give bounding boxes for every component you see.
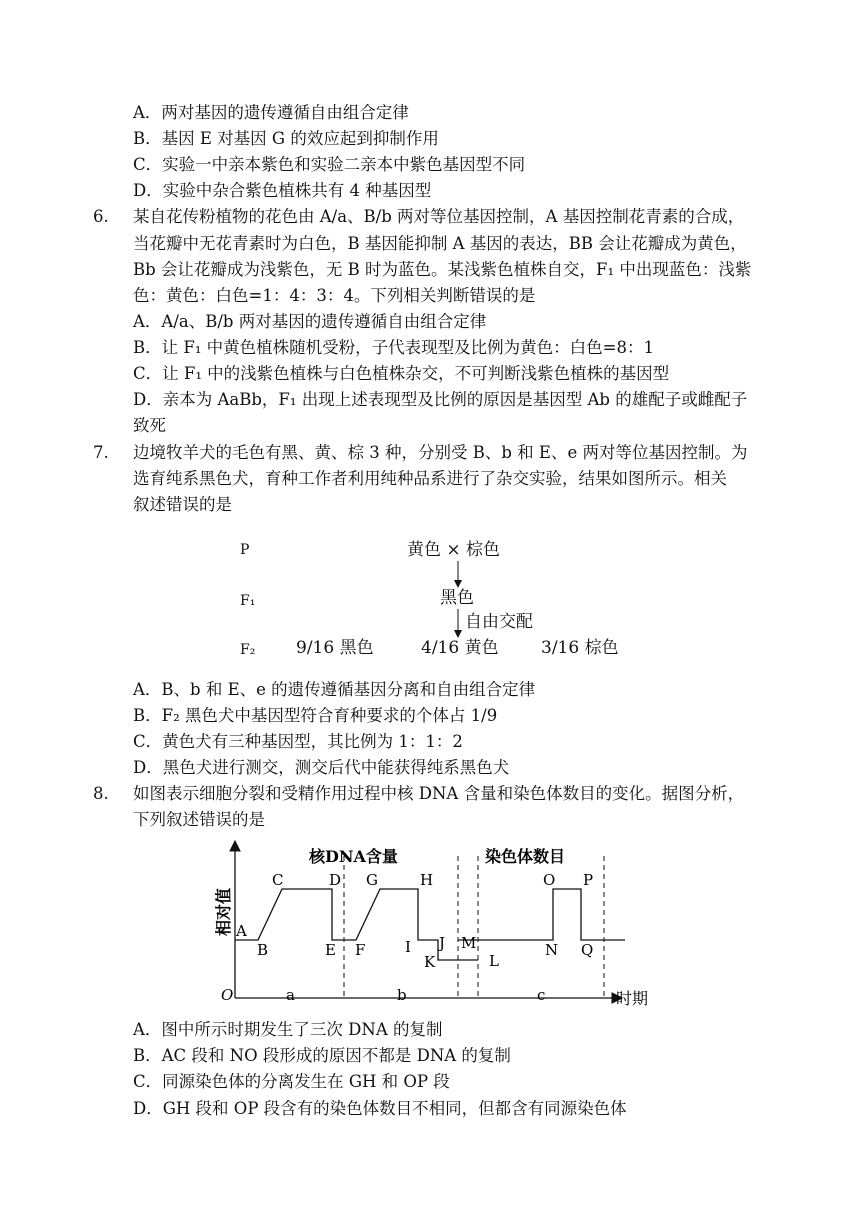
q6-stem-line-3: Bb 会让花瓣成为浅紫色，无 B 时为蓝色。某浅紫色植株自交，F₁ 中出现蓝色：浅紫	[133, 260, 752, 279]
q6-stem-line-4: 色：黄色：白色=1：4：3：4。下列相关判断错误的是	[133, 286, 536, 305]
q7-number: 7.	[93, 443, 109, 462]
f2-brown: 3/16 棕色	[541, 638, 619, 658]
point-i: I	[405, 938, 411, 956]
q7-stem-line-2: 选育纯系黑色犬，育种工作者利用纯种品系进行了杂交实验，结果如图所示。相关	[133, 469, 727, 488]
q7-stem-line-3: 叙述错误的是	[133, 495, 232, 514]
q5-option-b: B．基因 E 对基因 G 的效应起到抑制作用	[133, 129, 439, 148]
q8-option-b: B．AC 段和 NO 段形成的原因不都是 DNA 的复制	[133, 1046, 511, 1065]
point-e: E	[325, 941, 336, 959]
segment-a: a	[286, 986, 295, 1004]
q8-option-a: A．图中所示时期发生了三次 DNA 的复制	[133, 1020, 443, 1039]
point-f: F	[355, 941, 366, 959]
segment-c: c	[537, 986, 546, 1004]
point-n: N	[545, 941, 559, 959]
dna-content-title: 核DNA含量	[309, 847, 398, 866]
q6-option-d-cont: 致死	[133, 416, 166, 435]
point-j: J	[439, 934, 446, 952]
q6-option-c: C．让 F₁ 中的浅紫色植株与白色植株杂交，不可判断浅紫色植株的基因型	[133, 364, 670, 383]
q6-stem-line-1: 某自花传粉植物的花色由 A/a、B/b 两对等位基因控制，A 基因控制花青素的合成，	[133, 207, 745, 226]
mating-label: 自由交配	[465, 612, 533, 632]
y-axis-label: 相对值	[214, 887, 233, 936]
point-o: O	[543, 871, 556, 889]
q6-option-d: D．亲本为 AaBb，F₁ 出现上述表现型及比例的原因是基因型 Ab 的雄配子或雌配子	[133, 390, 748, 409]
point-q: Q	[581, 941, 594, 959]
q8-option-c: C．同源染色体的分离发生在 GH 和 OP 段	[133, 1072, 450, 1091]
q7-option-b: B．F₂ 黑色犬中基因型符合育种要求的个体占 1/9	[133, 706, 498, 725]
generation-p-label: P	[240, 542, 250, 558]
parent-cross: 黄色 × 棕色	[407, 540, 501, 560]
point-p: P	[583, 871, 594, 889]
origin-label: O	[221, 986, 234, 1004]
point-h: H	[420, 871, 434, 889]
q5-option-d: D．实验中杂合紫色植株共有 4 种基因型	[133, 181, 432, 200]
f1-phenotype: 黑色	[440, 588, 474, 608]
point-m: M	[461, 934, 477, 952]
q6-stem-line-2: 当花瓣中无花青素时为白色，B 基因能抑制 A 基因的表达，BB 会让花瓣成为黄色，	[133, 234, 747, 253]
point-k: K	[424, 953, 436, 971]
point-b: B	[257, 941, 269, 959]
x-axis-label: 时期	[616, 989, 649, 1008]
point-d: D	[329, 871, 342, 889]
f2-black: 9/16 黑色	[296, 638, 374, 658]
q8-stem-line-1: 如图表示细胞分裂和受精作用过程中核 DNA 含量和染色体数目的变化。据图分析，	[133, 784, 745, 803]
q6-number: 6.	[93, 207, 109, 226]
q5-option-a: A．两对基因的遗传遵循自由组合定律	[133, 103, 409, 122]
q6-option-a: A．A/a、B/b 两对基因的遗传遵循自由组合定律	[133, 312, 487, 331]
q5-option-c: C．实验一中亲本紫色和实验二亲本中紫色基因型不同	[133, 155, 526, 174]
q8-option-d: D．GH 段和 OP 段含有的染色体数目不相同，但都含有同源染色体	[133, 1099, 627, 1118]
point-g: G	[366, 871, 378, 889]
point-a: A	[236, 922, 247, 940]
q7-option-d: D．黑色犬进行测交，测交后代中能获得纯系黑色犬	[133, 758, 510, 777]
chromosome-number-line	[458, 889, 625, 940]
generation-f1-label: F₁	[240, 593, 256, 609]
q7-stem-line-1: 边境牧羊犬的毛色有黑、黄、棕 3 种，分别受 B、b 和 E、e 两对等位基因控制。为	[133, 443, 748, 462]
q7-option-c: C．黄色犬有三种基因型，其比例为 1：1：2	[133, 732, 463, 751]
q8-number: 8.	[93, 784, 109, 803]
point-c: C	[272, 871, 284, 889]
segment-b: b	[397, 986, 407, 1004]
point-l: L	[489, 952, 499, 970]
q8-stem-line-2: 下列叙述错误的是	[133, 810, 265, 829]
q6-option-b: B．让 F₁ 中黄色植株随机受粉，子代表现型及比例为黄色：白色=8：1	[133, 338, 654, 357]
f2-yellow: 4/16 黄色	[421, 638, 499, 658]
chromosome-number-title: 染色体数目	[485, 847, 566, 866]
generation-f2-label: F₂	[240, 642, 256, 658]
q7-option-a: A．B、b 和 E、e 的遗传遵循基因分离和自由组合定律	[133, 680, 536, 699]
